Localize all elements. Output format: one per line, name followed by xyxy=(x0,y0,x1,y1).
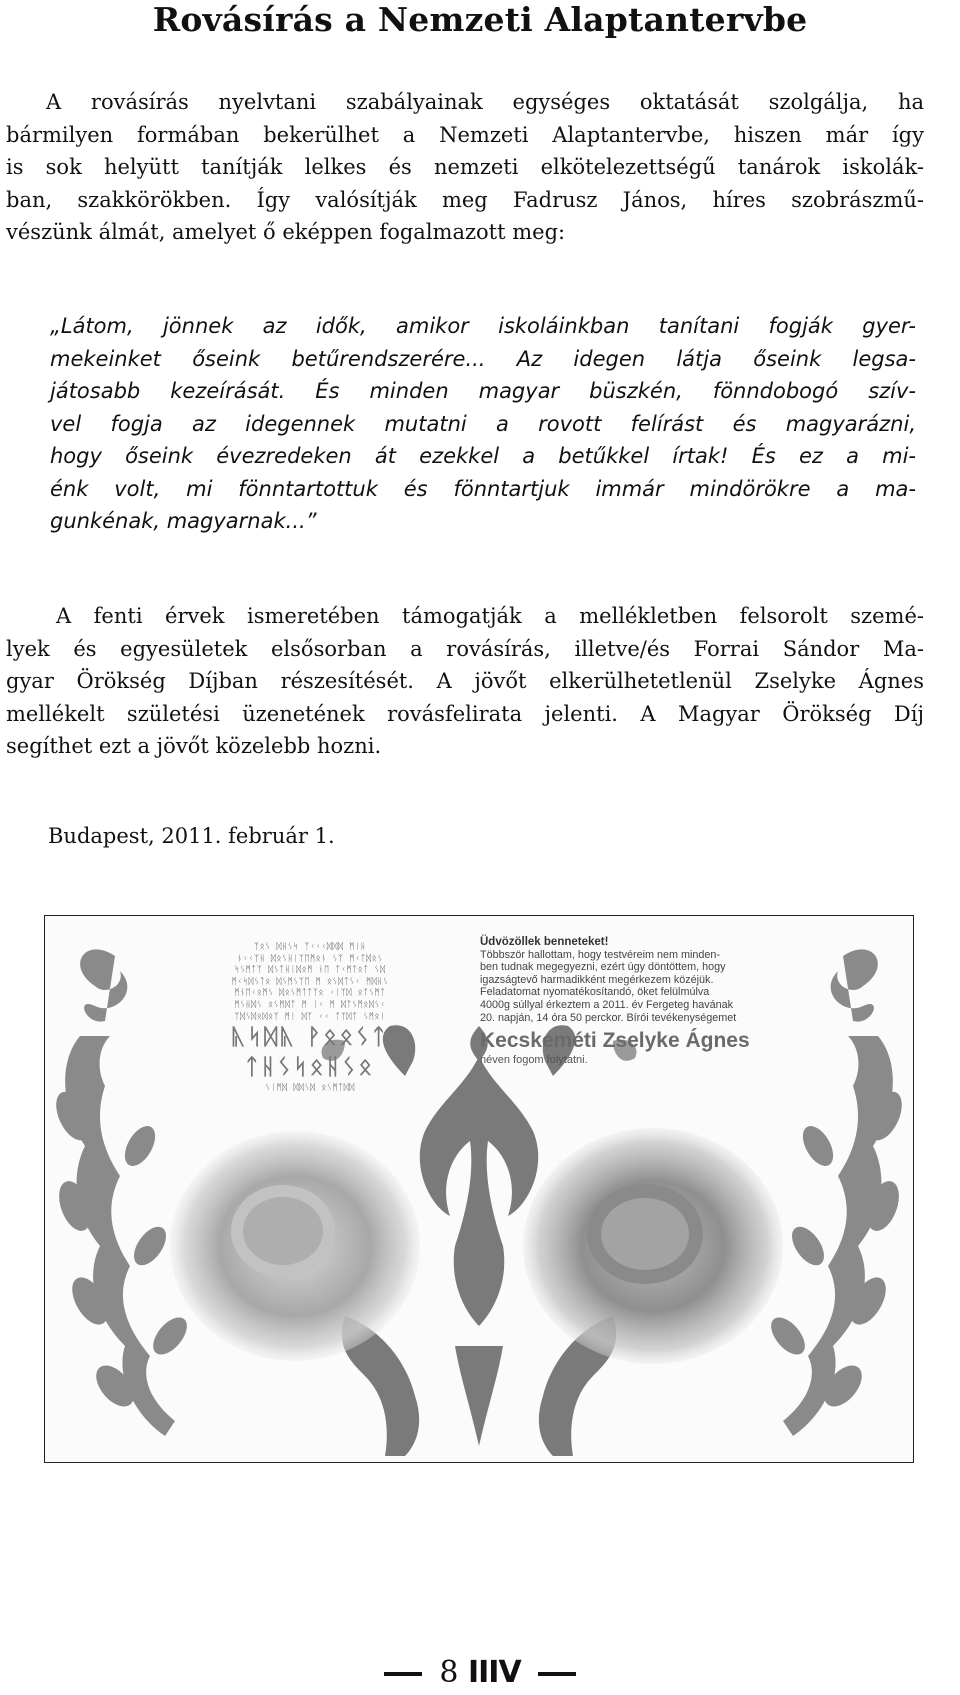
date-line: Budapest, 2011. február 1. xyxy=(48,824,335,848)
quote-line: vel fogja az idegennek mutatni a rovott felírást és magyarázni, xyxy=(50,411,916,436)
body-line: A fenti érvek ismeretében támogatják a mellékletben felsorolt szemé- xyxy=(56,604,924,628)
intro-line: ban, szakkörökben. Így valósítják meg Fadrusz János, híres szobrászmű- xyxy=(6,187,924,212)
body-line: mellékelt születési üzenetének rovásfelirata jelenti. A Magyar Örökség Díj xyxy=(6,701,924,726)
footer-dash-left xyxy=(384,1672,422,1676)
notice-line: Feladatomat nyomatékosítandó, öket felülmúlva xyxy=(480,986,710,999)
notice-line: ben tudnak megegyezni, ezért úgy döntöttem, hogy xyxy=(480,961,726,974)
page-title: Rovásírás a Nemzeti Alaptantervbe xyxy=(152,0,808,39)
intro-line: A rovásírás nyelvtani szabályainak egységes oktatását szolgálja, ha xyxy=(46,90,924,114)
quote-line: hogy őseink évezredeken át ezekkel a betűkkel írtak! És ez a mi- xyxy=(50,444,916,468)
body-line: lyek és egyesületek elsősorban a rovásírás, illetve/és Forrai Sándor Ma- xyxy=(6,636,924,661)
quote-line: énk volt, mi fönntartottuk és fönntartjuk immár mindörökre a ma- xyxy=(50,476,916,501)
baby-name-subline: néven fogom folytatni. xyxy=(480,1054,588,1067)
quote-line: „Látom, jönnek az idők, amikor iskoláinkban tanítani fogják gyer- xyxy=(50,314,916,338)
baby-name: Kecskeméti Zselyke Ágnes xyxy=(480,1029,750,1053)
body-line: segíthet ezt a jövőt közelebb hozni. xyxy=(6,734,382,758)
intro-line: bármilyen formában bekerülhet a Nemzeti Alaptantervbe, hiszen már így xyxy=(6,122,924,147)
fadrusz-quote xyxy=(50,310,916,538)
quote-line: gunkénak, magyarnak...” xyxy=(50,509,317,533)
footer-dash-right xyxy=(538,1672,576,1676)
page-footer xyxy=(0,1655,960,1690)
footer-mark: IIIV xyxy=(467,1655,521,1690)
notice-line: igazságtevő harmadikként megérkezem közéjük. xyxy=(480,973,714,986)
page-number: 8 xyxy=(439,1655,459,1690)
intro-paragraph xyxy=(6,86,924,249)
notice-heading: Üdvözöllek benneteket! xyxy=(480,936,609,948)
birth-announcement-figure xyxy=(44,915,914,1463)
intro-line: vészünk álmát, amelyet ő eképpen fogalmazott meg: xyxy=(6,220,566,244)
notice-line: 4000g súllyal érkeztem a 2011. év Fergeteg havának xyxy=(480,998,734,1011)
rovas-inscription: ᛉᛟᛊ ᛞᚺᛊᛋ ᛉᚲᚲᚲᛞᛞᛞ ᛗᛁᚺ ᚾᚲᚲᛉᚺ ᛞᛟᛊᚺᛁᛉᛖᛗᛟᚾ ᛊᛉ ᛗᚲᛏᛞᛟᛊ ᛋᛊᛗᛏᛉ ᛞᛊᛏᚺᛁᛞᛟᛗ ᚾᛖ ᛏᚲᛗᛏᛟᛏ ᛊᛞ ᛗᚲᛋᛞᛊᛏᛟ ᛞᛊᛗᛊᛉᛖ ᛗ ᛟᛊᛞᛏᛊᚲ ᛗᛞᚺᛊ ᛗᚾᛖᚲᛟᛗᛊ ᛞᛟᛊᛗᛏᛏᛉᛟ ᚲᛁᛉᛞ ᛟᛏᛊᛗᛏ ᛗᛊᚺᛞᛊ ᛟᛊᛗᛞᛏ ᛗ ᛁᚲ ᛗ ᛞᛏᛊᛗᛟᛞᛊᚲ ᛉᛞᛊᛞᛟᛞᛟᛉ ᛗᛁ ᛞᛉ ᚲᚲ ᛏᛉᛞᛏ ᛊᛗᛟᛁ ᚣᛋᛞᚣ ᚹᛟᛟᛊᛏ ᛏᚺᛊᛋᛟᚺᛊᛟ ᛊᛁᛗᛞ ᛞᛞᛊᛞ ᛟᛊᛗᛏᛞᛞ xyxy=(231,942,389,1094)
body-paragraph xyxy=(6,600,924,763)
birth-notice-text xyxy=(480,936,800,1067)
intro-line: is sok helyütt tanítják lelkes és nemzeti elkötelezettségű tanárok iskolák- xyxy=(6,155,924,179)
quote-line: játosabb kezeírását. És minden magyar büszkén, fönndobogó szív- xyxy=(50,379,916,403)
body-line: gyar Örökség Díjban részesítését. A jövőt elkerülhetetlenül Zselyke Ágnes xyxy=(6,669,924,693)
quote-line: mekeinket őseink betűrendszerére... Az idegen látja őseink legsa- xyxy=(50,346,916,371)
notice-line: Többször hallottam, hogy testvéreim nem minden- xyxy=(480,948,721,961)
notice-line: 20. napján, 14 óra 50 perckor. Bírói tevékenységemet xyxy=(480,1011,737,1024)
